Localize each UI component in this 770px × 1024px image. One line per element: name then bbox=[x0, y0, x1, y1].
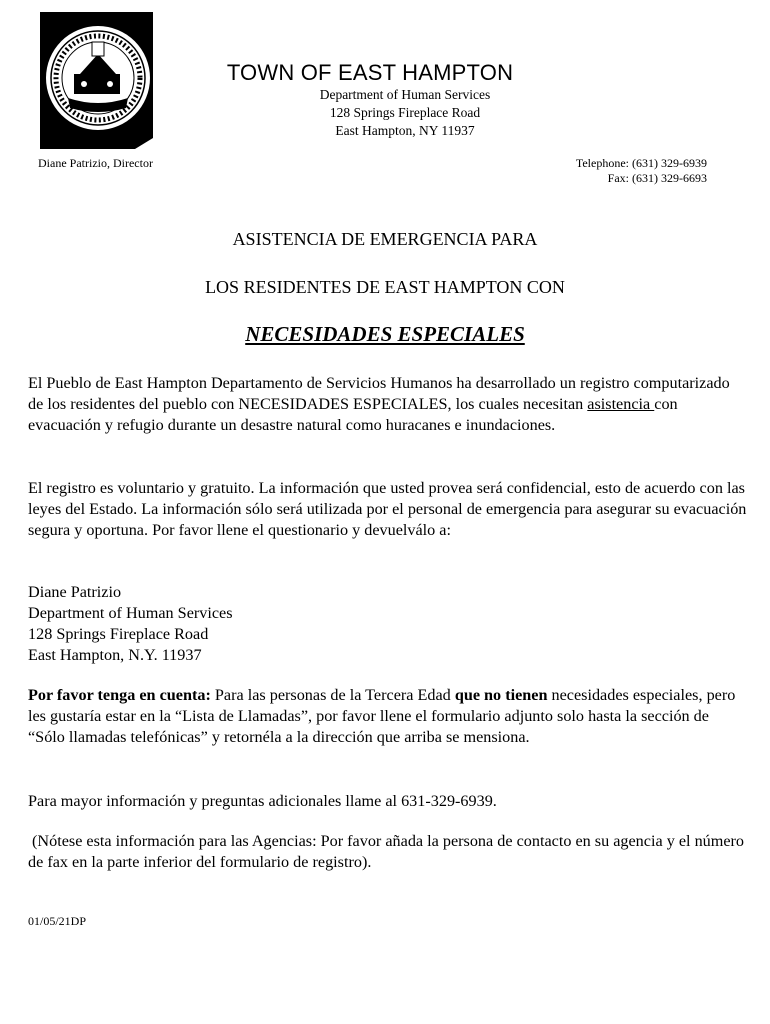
telephone: Telephone: (631) 329-6939 bbox=[575, 156, 707, 170]
director-name: Diane Patrizio, Director bbox=[38, 156, 153, 170]
return-street: 128 Springs Fireplace Road bbox=[28, 625, 209, 643]
department-address bbox=[250, 86, 560, 140]
department-street: 128 Springs Fireplace Road bbox=[329, 105, 481, 120]
return-address bbox=[28, 582, 748, 666]
note-bold-mid: que no tienen bbox=[454, 686, 548, 704]
return-department: Department of Human Services bbox=[28, 604, 233, 622]
paragraph-note bbox=[28, 685, 748, 748]
paragraph-confidential: El registro es voluntario y gratuito. La información que usted provea será confidencial, esto de acuerdo con las leyes del Estado. La información sólo será utilizada por el personal de emergencia para asegurar su evacuación segura y oportuna. Por favor llene el questionario y devuelválo a: bbox=[28, 479, 747, 539]
note-lead: Por favor tenga en cuenta: bbox=[28, 686, 211, 704]
document-code: 01/05/21DP bbox=[28, 914, 87, 928]
department-city: East Hampton, NY 11937 bbox=[335, 123, 475, 138]
town-seal bbox=[40, 12, 153, 149]
town-title: TOWN OF EAST HAMPTON bbox=[226, 60, 514, 85]
paragraph-registry-text-1: El Pueblo de East Hampton Departamento de Servicios Humanos ha desarrollado un registro computarizado de los residentes del pueblo con NECESIDADES ESPECIALES, los cuales necesitan bbox=[28, 374, 730, 413]
underlined-assistance: asistencia bbox=[587, 395, 655, 413]
paragraph-more-info: Para mayor información y preguntas adicionales llame al 631-329-6939. bbox=[28, 792, 497, 810]
note-text-2: necesidades especiales, pero les gustaría estar en la “Lista de Llamadas”, por favor llene el formulario adjunto solo hasta la sección de “Sólo llamadas telefónicas” y retornéla a la dirección que arriba se mensiona. bbox=[28, 686, 736, 746]
paragraph-agencies: (Nótese esta información para las Agencias: Por favor añada la persona de contacto en su agencia y el número de fax en la parte inferior del formulario de registro). bbox=[28, 832, 749, 871]
fax: Fax: (631) 329-6693 bbox=[607, 171, 707, 185]
return-city: East Hampton, N.Y. 11937 bbox=[28, 646, 202, 664]
contact-info bbox=[576, 156, 707, 186]
heading-line-1: ASISTENCIA DE EMERGENCIA PARA bbox=[232, 229, 538, 249]
note-text-1: Para las personas de la Tercera Edad bbox=[210, 686, 455, 704]
department-name: Department of Human Services bbox=[319, 87, 491, 102]
paragraph-registry-text-2: con evacuación y refugio durante un desastre natural como huracanes e inundaciones. bbox=[28, 395, 678, 434]
heading-line-3: NECESIDADES ESPECIALES bbox=[245, 322, 525, 346]
return-name: Diane Patrizio bbox=[28, 583, 122, 601]
paragraph-registry bbox=[28, 373, 748, 436]
heading-line-2: LOS RESIDENTES DE EAST HAMPTON CON bbox=[205, 277, 565, 297]
